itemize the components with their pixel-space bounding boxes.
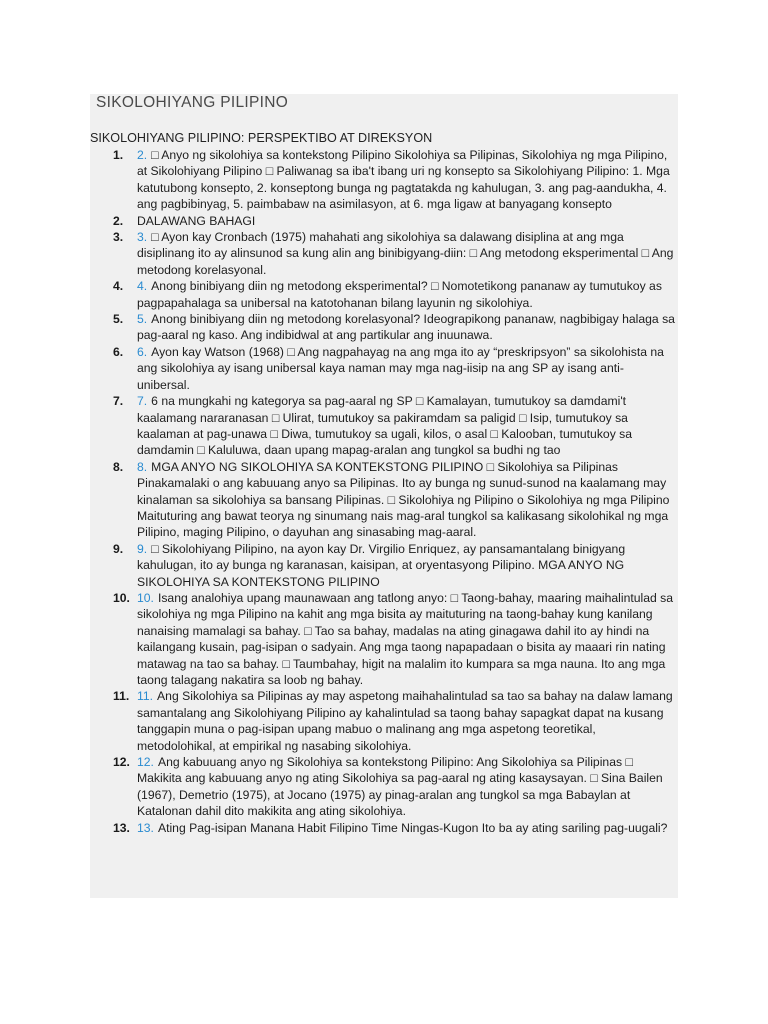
item-ref-link[interactable]: 10. [137,590,154,605]
list-item [113,344,675,393]
item-text: MGA ANYO NG SIKOLOHIYA SA KONTEKSTONG PILIPINO □ Sikolohiya sa Pilipinas Pinakamalaki o ang kabuuang anyo sa Pilipinas. Ito ay bunga ng sunud-sunod na kaalamang may kinalaman sa sikolohiya sa bansang Pilipinas. □ Sikolohiya ng Pilipino o Sikolohiya ng mga Pilipino Maituturing ang bawat teorya ng sinumang nais mag-aral tungkol sa kalikasang sikolohikal ng mga Pilipino, maging Pilipino, o dayuhan ang sinasabing mag-aaral. [137,459,670,540]
item-ref-link[interactable]: 9. [137,541,148,556]
item-text: 6 na mungkahi ng kategorya sa pag-aaral ng SP □ Kamalayan, tumutukoy sa damdami't kaalamang nararanasan □ Ulirat, tumutukoy sa pakiramdam sa paligid □ Isip, tumutukoy sa kaalaman at pag-unawa □ Diwa, tumutukoy sa ugali, kilos, o asal □ Kalooban, tumutukoy sa damdamin □ Kaluluwa, daan upang mapag-aralan ang tungkol sa budhi ng tao [137,394,633,458]
list-item [113,590,675,688]
item-number: 12. [113,755,130,770]
item-number: 1. [113,148,124,162]
item-text: □ Sikolohiyang Pilipino, na ayon kay Dr. Virgilio Enriquez, ay pansamantalang binigyang kahulugan, ito ay bunga ng karanasan, kaisipan, at oryentasyong Pilipino. MGA ANYO NG SIKOLOHIYA SA KONTEKSTONG PILIPINO [137,541,626,589]
item-number: 7. [113,394,124,409]
list-item [113,393,675,459]
item-number: 10. [113,590,130,605]
item-text: Ating Pag-isipan Manana Habit Filipino Time Ningas-Kugon Ito ba ay ating sariling pag-uugali? [157,820,668,835]
list-item [113,147,675,213]
item-number: 9. [113,541,124,556]
list-item [113,229,675,278]
document-title: SIKOLOHIYANG PILIPINO [96,94,289,111]
item-text: □ Anyo ng sikolohiya sa kontekstong Pilipino Sikolohiya sa Pilipinas, Sikolohiya ng mga Pilipino, at Sikolohiyang Pilipino □ Paliwanag sa iba't ibang uri ng konsepto sa Sikolohiyang Pilipino: 1. Mga katutubong konsepto, 2. konseptong bunga ng pagtatakda ng kahulugan, 3. ang pag-aandukha, 4. ang pagbibinyag, 5. paimbabaw na asimilasyon, at 6. mga ligaw at banyagang konsepto [137,148,670,212]
item-number: 8. [113,459,124,474]
item-text: DALAWANG BAHAGI [137,213,256,228]
item-ref-link[interactable]: 3. [137,230,148,245]
item-text: Ang Sikolohiya sa Pilipinas ay may aspetong maihahalintulad sa tao sa bahay na dalaw lamang samantalang ang Sikolohiyang Pilipino ay kahalintulad sa taong bahay sapagkat dapat na kusang tanggapin muna o pag-isipan upang mabuo o malinang ang mga aspetong teoretikal, metodolohikal, at empirikal ng nasabing sikolohiya. [137,689,673,753]
list-item [113,459,675,541]
list-item [113,213,675,229]
item-ref-link[interactable]: 8. [137,459,148,474]
list-item [113,541,675,590]
item-ref-link[interactable]: 7. [137,394,148,409]
item-number: 5. [113,312,124,327]
item-ref-link[interactable]: 12. [137,755,154,770]
item-ref-link[interactable]: 2. [137,148,148,162]
item-ref-link[interactable]: 6. [137,344,148,359]
item-text: Ayon kay Watson (1968) □ Ang nagpahayag na ang mga ito ay “preskripsyon” sa sikolohista na ang sikolohiya ay isang unibersal kaya naman may mga nag-iisip na ang SP ay isang anti-unibersal. [137,344,664,392]
item-ref-link[interactable]: 11. [137,689,154,704]
list-item [113,311,675,344]
item-number: 11. [113,689,130,704]
item-list [113,147,675,836]
item-number: 6. [113,344,124,359]
item-number: 13. [113,820,130,835]
item-number: 3. [113,230,124,245]
item-number: 2. [113,213,124,228]
item-text: Anong binibiyang diin ng metodong eksperimental? □ Nomotetikong pananaw ay tumutukoy as pagpapahalaga sa unibersal na katotohanan bilang layunin ng sikolohiya. [137,279,662,310]
list-item [113,278,675,311]
item-number: 4. [113,279,124,294]
list-item [113,688,675,754]
document-subtitle: SIKOLOHIYANG PILIPINO: PERSPEKTIBO AT DIREKSYON [90,131,433,145]
item-ref-link[interactable]: 13. [137,820,154,835]
item-text: Anong binibiyang diin ng metodong korelasyonal? Ideograpikong pananaw, nagbibigay halaga sa pag-aaral ng kaso. Ang indibidwal at ang partikular ang inuunawa. [137,312,675,343]
item-text: Ang kabuuang anyo ng Sikolohiya sa kontekstong Pilipino: Ang Sikolohiya sa Pilipinas □ Makikita ang kabuuang anyo ng ating Sikolohiya sa pag-aaral ng ating kasaysayan. □ Sina Bailen (1967), Demetrio (1975), at Jocano (1975) ay pinag-aralan ang tungkol sa mga Babaylan at Katalonan dahil dito makikita ang ating sikolohiya. [137,755,663,819]
item-ref-link[interactable]: 5. [137,312,148,327]
item-text: Isang analohiya upang maunawaan ang tatlong anyo: □ Taong-bahay, maaring maihalintulad sa sikolohiya ng mga Pilipino na kahit ang mga bisita ay maituturing na taong-bahay kung kanilang nanaising mamalagi sa bahay. □ Tao sa bahay, madalas na ating ginagawa dahil ito ay hindi na kailangang kusain, pag-isipan o sadyain. Ang mga taong napapadaan o bisita ay maaari rin nating matawag na tao sa bahay. □ Taumbahay, higit na malalim ito kumpara sa mga nauna. Ito ang mga taong talagang nakatira sa loob ng bahay. [137,590,674,687]
item-ref-link[interactable]: 4. [137,279,148,294]
list-item [113,820,675,836]
item-text: □ Ayon kay Cronbach (1975) mahahati ang sikolohiya sa dalawang disiplina at ang mga disiplinang ito ay alinsunod sa kung alin ang binibigyang-diin: □ Ang metodong eksperimental □ Ang metodong korelasyonal. [137,230,674,277]
list-item [113,754,675,820]
